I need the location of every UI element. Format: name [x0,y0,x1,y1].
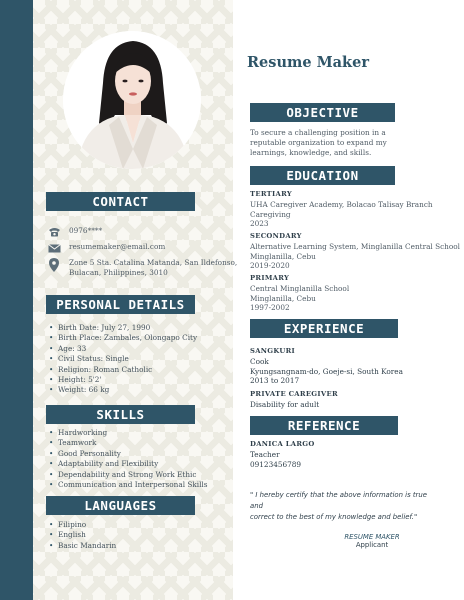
experience-line: Kyungsangnam-do, Goeje-si, South Korea [250,366,403,376]
experience-heading: EXPERIENCE [250,319,398,338]
languages-list [49,520,116,551]
personal-details-heading: PERSONAL DETAILS [46,295,195,314]
contact-phone: 0976**** [69,226,103,235]
location-pin-icon [46,258,62,272]
list-item: • Weight: 66 kg [49,385,197,395]
experience-company: SANGKURI [250,347,296,355]
list-item: • Height: 5'2' [49,375,197,385]
skills-list [49,428,208,490]
reference-details [250,440,315,469]
certification-statement [250,490,430,523]
objective-line: To secure a challenging position in a [250,128,386,137]
contact-address-line: Zone 5 Sta. Catalina Matanda, San Ildefonso, [69,258,238,267]
contact-address-line: Bulacan, Philippines, 3010 [69,268,168,277]
list-item: • Filipino [49,520,116,530]
contact-email-row [46,242,165,254]
contact-address [69,258,237,278]
list-item: • Age: 33 [49,344,197,354]
reference-phone: 09123456789 [250,459,302,469]
list-item: • English [49,530,116,540]
contact-heading: CONTACT [46,192,195,211]
list-item: • Civil Status: Single [49,354,197,364]
list-item: • Adaptability and Flexibility [49,459,208,469]
contact-address-row [46,258,237,278]
experience-sangkuri [250,347,403,386]
education-primary [250,274,349,313]
education-line: Caregiving [250,209,291,219]
experience-line: Disability for adult [250,399,320,409]
education-line: Central Minglanilla School [250,283,350,293]
envelope-icon [46,242,62,254]
education-line: 2023 [250,219,269,229]
personal-details-list [49,323,197,396]
education-line: UHA Caregiver Academy, Bolacao Talisay Branch [250,199,433,209]
list-item: • Communication and Interpersonal Skills [49,480,208,490]
education-line: Minglanilla, Cebu [250,293,316,303]
experience-line: Cook [250,356,269,366]
experience-private-caregiver [250,390,338,410]
education-line: 1997-2002 [250,303,290,313]
list-item: • Teamwork [49,438,208,448]
education-level: SECONDARY [250,232,302,240]
objective-text [250,128,396,157]
education-tertiary [250,190,433,229]
objective-line: reputable organization to expand my [250,137,387,147]
reference-name: DANICA LARGO [250,440,315,448]
certification-line: " I hereby certify that the above information is true and [250,491,427,510]
phone-icon [46,226,62,238]
contact-email[interactable]: resumemaker@email.com [69,242,166,251]
list-item: • Hardworking [49,428,208,438]
education-level: TERTIARY [250,190,292,198]
contact-phone-row [46,226,102,238]
education-secondary [250,232,460,271]
signature-block [320,533,424,549]
list-item: • Dependability and Strong Work Ethic [49,470,208,480]
left-accent-bar [0,0,33,600]
profile-photo [63,31,201,169]
experience-company: PRIVATE CAREGIVER [250,390,338,398]
certification-line: correct to the best of my knowledge and belief." [250,513,418,521]
education-line: Alternative Learning System, Minglanilla Central School [250,241,460,251]
list-item: • Basic Mandarin [49,541,116,551]
page-title: Resume Maker [247,54,369,71]
experience-line: 2013 to 2017 [250,376,300,386]
education-heading: EDUCATION [250,166,395,185]
list-item: • Birth Date: July 27, 1990 [49,323,197,333]
education-level: PRIMARY [250,274,290,282]
objective-line: learnings, knowledge, and skills. [250,147,372,157]
reference-role: Teacher [250,449,280,459]
education-line: 2019-2020 [250,261,290,271]
list-item: • Religion: Roman Catholic [49,365,197,375]
list-item: • Birth Place: Zambales, Olongapo City [49,333,197,343]
signature-name: RESUME MAKER [344,533,400,541]
list-item: • Good Personality [49,449,208,459]
education-line: Minglanilla, Cebu [250,251,316,261]
languages-heading: LANGUAGES [46,496,195,515]
objective-heading: OBJECTIVE [250,103,395,122]
signature-role: Applicant [355,541,389,549]
reference-heading: REFERENCE [250,416,398,435]
skills-heading: SKILLS [46,405,195,424]
